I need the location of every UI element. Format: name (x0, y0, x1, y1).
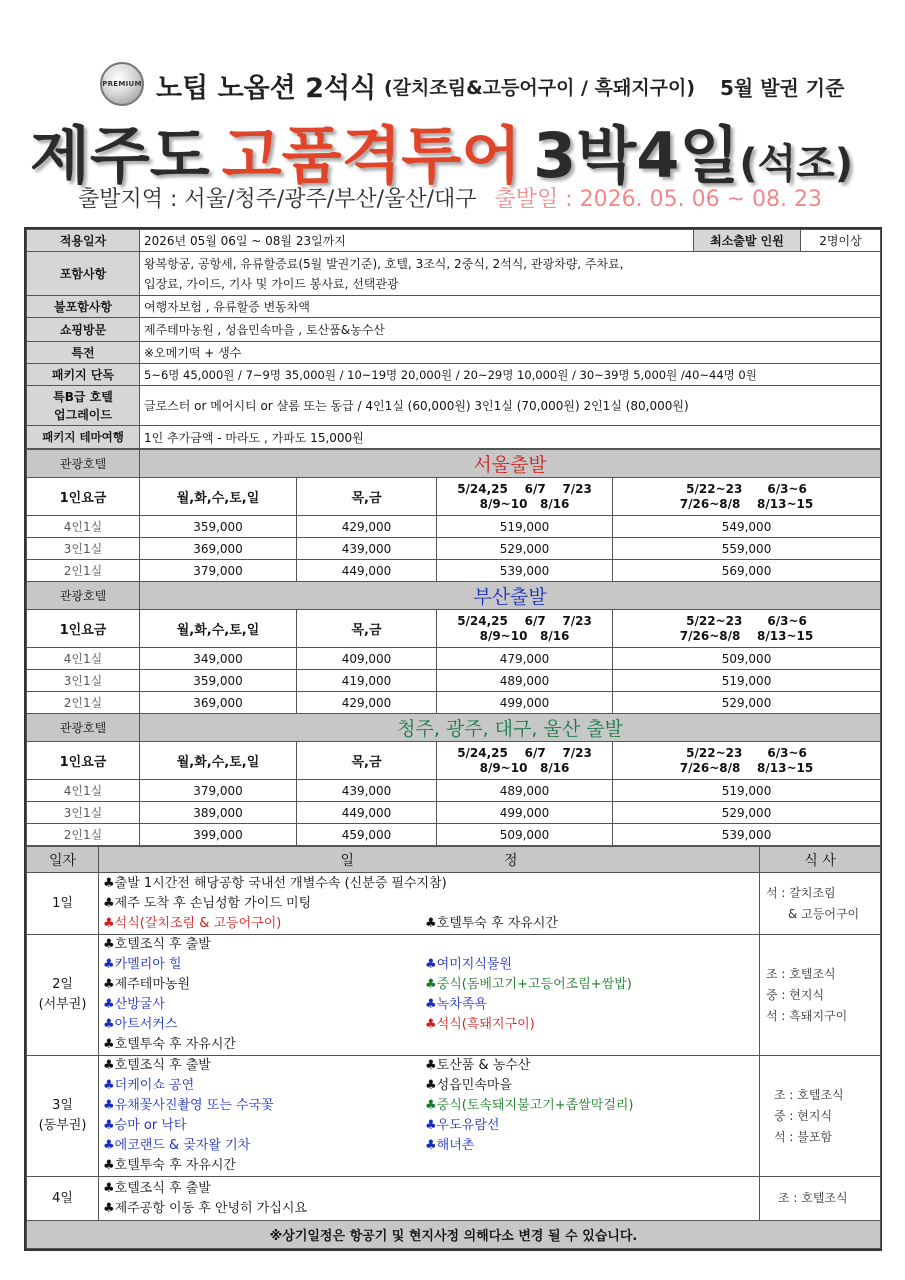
day3-label (27, 1056, 99, 1177)
price-weekday: 399,000 (140, 824, 297, 846)
badge-text: PREMIUM (102, 80, 142, 88)
price-per-person-label: 1인요금 (27, 610, 140, 648)
price-thu-fri: 419,000 (297, 670, 437, 692)
price-thu-fri: 449,000 (297, 560, 437, 582)
pricing-section-title-row (27, 582, 881, 610)
day2-item-8: ♣아트서커스 (103, 1017, 178, 1032)
col-peak1-line1: 5/24,25 6/7 7/23 (457, 613, 592, 628)
col-peak1-line1: 5/24,25 6/7 7/23 (457, 481, 592, 496)
day4-schedule (99, 1177, 760, 1221)
price-per-person-label: 1인요금 (27, 742, 140, 780)
info-row-theme (27, 426, 881, 449)
day3-item-7: ♣승마 or 낙타 (103, 1118, 187, 1133)
price-thu-fri: 409,000 (297, 648, 437, 670)
price-weekday: 349,000 (140, 648, 297, 670)
day2-item-7: ♣녹차족욕 (425, 997, 487, 1012)
day3-item-11: ♣호텔투숙 후 자유시간 (103, 1158, 236, 1173)
day4-label: 4일 (27, 1177, 99, 1221)
price-peak2: 529,000 (613, 692, 881, 714)
pricing-header-row (27, 742, 881, 780)
price-thu-fri: 439,000 (297, 780, 437, 802)
col-thu-fri: 목,금 (297, 478, 437, 516)
day3-line5 (103, 1136, 755, 1156)
included-line2: 입장료, 가이드, 기사 및 가이드 봉사료, 선택관광 (144, 276, 399, 291)
col-peak2 (613, 478, 881, 516)
day2-item-5: ♣중식(돔베고기+고등어조림+쌈밥) (425, 977, 632, 992)
price-peak1: 499,000 (437, 802, 613, 824)
title-jeju: 제주도 (30, 119, 210, 192)
day2-meal-lunch: 중 : 현지식 (766, 987, 825, 1002)
included-label: 포함사항 (27, 252, 140, 296)
col-peak1-line2: 8/9~10 8/16 (479, 760, 570, 775)
price-row (27, 670, 881, 692)
day2-item-10: ♣호텔투숙 후 자유시간 (103, 1037, 236, 1052)
departure-line (78, 182, 878, 214)
price-peak1: 509,000 (437, 824, 613, 846)
departure-dates: 출발일 : 2026. 05. 06 ~ 08. 23 (494, 187, 822, 212)
itinerary-col-schedule (99, 847, 760, 873)
col-thu-fri: 목,금 (297, 742, 437, 780)
special-label: 특전 (27, 342, 140, 364)
col-peak2-line1: 5/22~23 6/3~6 (686, 745, 807, 760)
col-peak1 (437, 742, 613, 780)
group-label: 패키지 단독 (27, 364, 140, 386)
price-peak2: 569,000 (613, 560, 881, 582)
info-row-shopping (27, 318, 881, 342)
col-peak1 (437, 478, 613, 516)
col-weekday: 월,화,수,토,일 (140, 478, 297, 516)
premium-badge-icon (100, 62, 144, 106)
col-peak2-line2: 7/26~8/8 8/13~15 (679, 760, 814, 775)
room-type: 3인1실 (27, 802, 140, 824)
day3-item-10: ♣해녀촌 (425, 1138, 475, 1153)
itinerary-day3 (27, 1056, 881, 1177)
price-row (27, 538, 881, 560)
day3-line3 (103, 1096, 755, 1116)
pricing-section-title-row (27, 450, 881, 478)
itinerary-footer: ※상기일정은 항공기 및 현지사정 의해다소 변경 될 수 있습니다. (27, 1221, 881, 1249)
info-row-group (27, 364, 881, 386)
price-peak1: 529,000 (437, 538, 613, 560)
room-type: 2인1실 (27, 560, 140, 582)
day2-item-9: ♣석식(흑돼지구이) (425, 1017, 535, 1032)
day2-line1 (103, 935, 755, 955)
departure-section-title: 부산출발 (140, 582, 881, 610)
price-peak2: 519,000 (613, 670, 881, 692)
day1-meal-dinner-2: & 고등어구이 (788, 906, 860, 921)
day1-item-2: ♣제주 도착 후 손님성함 가이드 미팅 (103, 895, 312, 911)
itinerary-day2 (27, 935, 881, 1056)
upgrade-label-1: 특B급 호텔 (53, 389, 113, 404)
day2-item-4: ♣제주테마농원 (103, 977, 191, 992)
col-peak2 (613, 742, 881, 780)
room-type: 3인1실 (27, 670, 140, 692)
day2-label-1: 2일 (52, 977, 73, 992)
price-peak1: 489,000 (437, 780, 613, 802)
header-title-main: 노팁 노옵션 2석식 (156, 73, 377, 104)
excluded-label: 불포함사항 (27, 296, 140, 318)
room-type: 2인1실 (27, 692, 140, 714)
price-row (27, 780, 881, 802)
day1-line2 (103, 894, 755, 914)
schedule-header-2: 정 (504, 852, 518, 869)
day3-meal-dinner: 석 : 불포함 (774, 1129, 833, 1144)
shopping-label: 쇼핑방문 (27, 318, 140, 342)
day1-line3 (103, 914, 755, 934)
day3-item-9: ♣에코랜드 & 곶자왈 기차 (103, 1138, 251, 1153)
price-peak1: 489,000 (437, 670, 613, 692)
hotel-grade-label: 관광호텔 (27, 714, 140, 742)
min-label: 최소출발 인원 (694, 230, 801, 252)
day1-meal-dinner: 석 : 갈치조림 (766, 885, 836, 900)
room-type: 2인1실 (27, 824, 140, 846)
day3-meal-breakfast: 조 : 호텔조식 (774, 1087, 844, 1102)
price-weekday: 369,000 (140, 692, 297, 714)
title-tour: 고품격투어 (221, 119, 522, 192)
upgrade-label-2: 업그레이드 (54, 407, 112, 422)
price-per-person-label: 1인요금 (27, 478, 140, 516)
price-row (27, 560, 881, 582)
pricing-header-row (27, 610, 881, 648)
day3-item-5: ♣유채꽃사진촬영 또는 수국꽃 (103, 1098, 274, 1113)
itinerary-header (27, 847, 881, 873)
day1-label: 1일 (27, 873, 99, 935)
itinerary-col-day: 일자 (27, 847, 99, 873)
day4-line2 (103, 1199, 755, 1219)
col-thu-fri: 목,금 (297, 610, 437, 648)
day1-line1 (103, 874, 755, 894)
shopping-value: 제주테마농원 , 성읍민속마을 , 토산품&농수산 (140, 318, 881, 342)
theme-label: 패키지 테마여행 (27, 426, 140, 449)
price-peak2: 549,000 (613, 516, 881, 538)
departure-section-title: 서울출발 (140, 450, 881, 478)
info-row-included (27, 252, 881, 296)
day2-item-1: ♣호텔조식 후 출발 (103, 937, 211, 952)
col-peak2-line1: 5/22~23 6/3~6 (686, 481, 807, 496)
day3-label-1: 3일 (52, 1098, 73, 1113)
departure-section-title: 청주, 광주, 대구, 울산 출발 (140, 714, 881, 742)
day2-label-2: (서부권) (38, 997, 87, 1012)
price-peak1: 479,000 (437, 648, 613, 670)
pricing-header-row (27, 478, 881, 516)
day1-meal (760, 873, 881, 935)
day4-line1 (103, 1179, 755, 1199)
day4-item-1: ♣호텔조식 후 출발 (103, 1180, 211, 1196)
day3-line2 (103, 1076, 755, 1096)
day2-meal (760, 935, 881, 1056)
period-value: 2026년 05월 06일 ~ 08월 23일까지 (140, 230, 694, 252)
period-label: 적용일자 (27, 230, 140, 252)
day3-line4 (103, 1116, 755, 1136)
price-peak1: 539,000 (437, 560, 613, 582)
price-row (27, 802, 881, 824)
header-title-sub: (갈치조림&고등어구이 / 흑돼지구이) (384, 77, 696, 99)
title-days: 3박4일 (533, 119, 740, 192)
itinerary-day4 (27, 1177, 881, 1221)
included-line1: 왕복항공, 공항세, 유류할증료(5월 발권기준), 호텔, 3조식, 2중식, 2석식, 관광차량, 주차료, (144, 256, 624, 271)
price-weekday: 389,000 (140, 802, 297, 824)
itinerary-table (26, 846, 881, 1249)
header-line1 (0, 58, 905, 108)
room-type: 4인1실 (27, 780, 140, 802)
special-value: ※오메기떡 + 생수 (140, 342, 881, 364)
day3-line1 (103, 1056, 755, 1076)
room-type: 4인1실 (27, 648, 140, 670)
price-peak2: 509,000 (613, 648, 881, 670)
price-thu-fri: 459,000 (297, 824, 437, 846)
price-peak2: 519,000 (613, 780, 881, 802)
price-peak2: 529,000 (613, 802, 881, 824)
price-thu-fri: 439,000 (297, 538, 437, 560)
itinerary-day1 (27, 873, 881, 935)
upgrade-value: 글로스터 or 메어시티 or 샬롬 또는 동급 / 4인1실 (60,000원) 3인1실 (70,000원) 2인1실 (80,000원) (140, 386, 881, 426)
day2-item-2: ♣카멜리아 힐 (103, 957, 182, 972)
price-row (27, 516, 881, 538)
day1-schedule (99, 873, 760, 935)
pricing-section-title-row (27, 714, 881, 742)
day1-item-4: ♣호텔투숙 후 자유시간 (425, 915, 558, 931)
day2-line3 (103, 975, 755, 995)
itinerary-footer-row (27, 1221, 881, 1249)
day3-item-6: ♣중식(토속돼지불고기+좁쌀막걸리) (425, 1098, 634, 1113)
day2-item-6: ♣산방굴사 (103, 997, 165, 1012)
departure-regions: 출발지역 : 서울/청주/광주/부산/울산/대구 (78, 187, 477, 212)
day2-schedule (99, 935, 760, 1056)
info-table (26, 229, 881, 449)
day3-schedule (99, 1056, 760, 1177)
day3-item-1: ♣호텔조식 후 출발 (103, 1058, 211, 1073)
hotel-grade-label: 관광호텔 (27, 450, 140, 478)
price-peak1: 499,000 (437, 692, 613, 714)
day3-meal-lunch: 중 : 현지식 (774, 1108, 833, 1123)
price-weekday: 379,000 (140, 560, 297, 582)
day2-meal-breakfast: 조 : 호텔조식 (766, 966, 836, 981)
hotel-grade-label: 관광호텔 (27, 582, 140, 610)
col-peak1-line2: 8/9~10 8/16 (479, 628, 570, 643)
col-peak1-line1: 5/24,25 6/7 7/23 (457, 745, 592, 760)
day3-label-2: (동부권) (38, 1118, 87, 1133)
col-peak2-line1: 5/22~23 6/3~6 (686, 613, 807, 628)
day1-item-1: ♣출발 1시간전 해당공항 국내선 개별수속 (신분증 필수지참) (103, 875, 447, 891)
included-value (140, 252, 881, 296)
day2-item-3: ♣여미지식물원 (425, 957, 513, 972)
day2-line4 (103, 995, 755, 1015)
day3-line6 (103, 1156, 755, 1176)
info-row-excluded (27, 296, 881, 318)
price-row (27, 648, 881, 670)
day3-item-8: ♣우도유람선 (425, 1118, 500, 1133)
col-peak2 (613, 610, 881, 648)
col-peak2-line2: 7/26~8/8 8/13~15 (679, 496, 814, 511)
pricing-table (26, 449, 881, 846)
info-row-period (27, 230, 881, 252)
price-thu-fri: 449,000 (297, 802, 437, 824)
day2-label (27, 935, 99, 1056)
room-type: 3인1실 (27, 538, 140, 560)
group-value: 5~6명 45,000원 / 7~9명 35,000원 / 10~19명 20,000원 / 20~29명 10,000원 / 30~39명 5,000원 /40~44명 0원 (140, 364, 881, 386)
price-thu-fri: 429,000 (297, 692, 437, 714)
price-peak1: 519,000 (437, 516, 613, 538)
price-row (27, 824, 881, 846)
itinerary-col-meal: 식 사 (760, 847, 881, 873)
min-value: 2명이상 (801, 230, 881, 252)
col-peak2-line2: 7/26~8/8 8/13~15 (679, 628, 814, 643)
day4-meal-breakfast: 조 : 호텔조식 (778, 1191, 848, 1205)
main-title (30, 106, 890, 192)
info-row-upgrade (27, 386, 881, 426)
price-row (27, 692, 881, 714)
price-thu-fri: 429,000 (297, 516, 437, 538)
col-weekday: 월,화,수,토,일 (140, 610, 297, 648)
day4-meal (760, 1177, 881, 1221)
theme-value: 1인 추가금액 - 마라도 , 가파도 15,000원 (140, 426, 881, 449)
day2-line5 (103, 1015, 755, 1035)
day3-meal (760, 1056, 881, 1177)
col-peak1-line2: 8/9~10 8/16 (479, 496, 570, 511)
upgrade-label (27, 386, 140, 426)
schedule-header-1: 일 (340, 852, 354, 869)
day4-item-2: ♣제주공항 이동 후 안녕히 가십시요 (103, 1200, 307, 1216)
header-issue-basis: 5월 발권 기준 (720, 76, 845, 100)
col-peak1 (437, 610, 613, 648)
day3-item-4: ♣성읍민속마을 (425, 1078, 513, 1093)
excluded-value: 여행자보험 , 유류할증 변동차액 (140, 296, 881, 318)
col-weekday: 월,화,수,토,일 (140, 742, 297, 780)
pricing-body (27, 450, 881, 846)
day3-item-2: ♣토산품 & 농수산 (425, 1058, 531, 1073)
price-weekday: 359,000 (140, 670, 297, 692)
day2-line2 (103, 955, 755, 975)
day2-line6 (103, 1035, 755, 1055)
day2-meal-dinner: 석 : 흑돼지구이 (766, 1008, 848, 1023)
product-table (24, 227, 882, 1251)
price-weekday: 369,000 (140, 538, 297, 560)
price-weekday: 359,000 (140, 516, 297, 538)
price-peak2: 539,000 (613, 824, 881, 846)
day1-item-3: ♣석식(갈치조림 & 고등어구이) (103, 915, 282, 931)
info-row-special (27, 342, 881, 364)
title-meal: (석조) (739, 141, 854, 187)
price-peak2: 559,000 (613, 538, 881, 560)
room-type: 4인1실 (27, 516, 140, 538)
day3-item-3: ♣더케이쇼 공연 (103, 1078, 195, 1093)
price-weekday: 379,000 (140, 780, 297, 802)
